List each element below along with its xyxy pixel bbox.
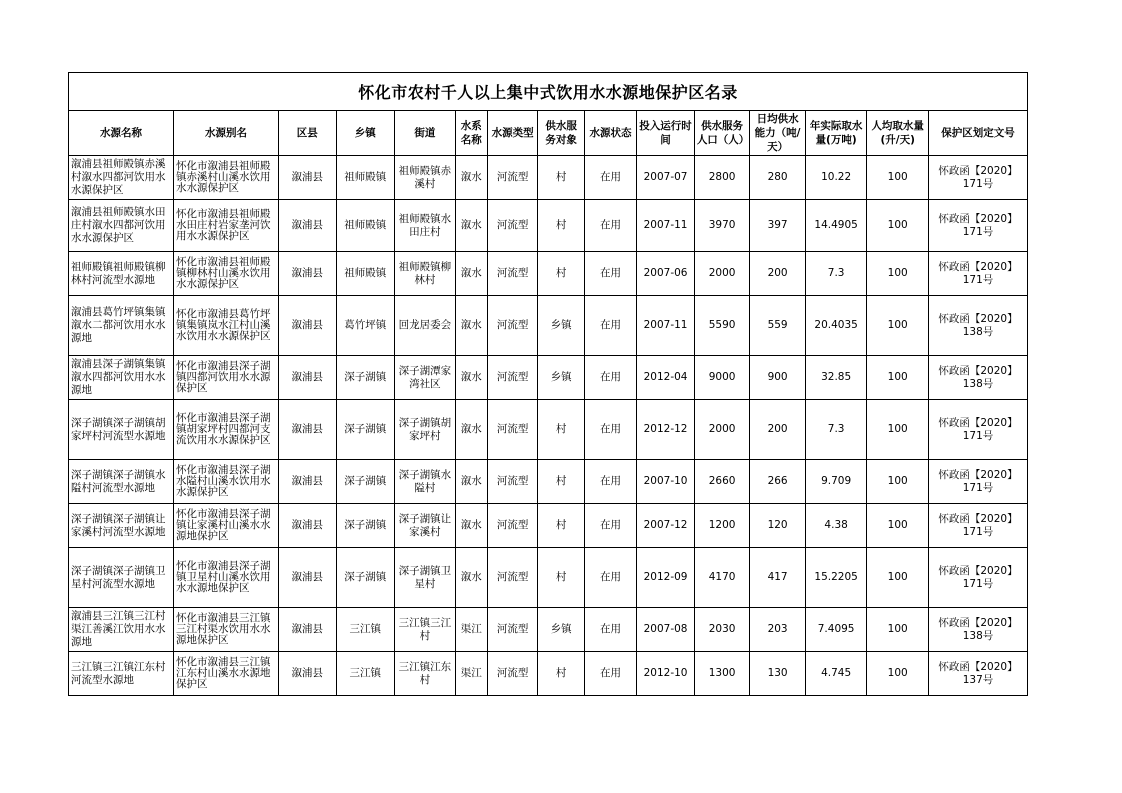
cell-source-type: 河流型 [487, 296, 537, 356]
cell-document-number: 怀政函【2020】171号 [928, 200, 1027, 252]
cell-county: 溆浦县 [278, 356, 336, 400]
cell-service-target: 村 [538, 652, 584, 696]
cell-source-name: 深子湖镇深子湖镇卫星村河流型水源地 [69, 548, 174, 608]
cell-per-capita-intake: 100 [867, 652, 929, 696]
cell-start-date: 2007-07 [637, 156, 695, 200]
cell-per-capita-intake: 100 [867, 608, 929, 652]
cell-document-number: 怀政函【2020】138号 [928, 608, 1027, 652]
document-sheet [68, 72, 1028, 696]
cell-county: 溆浦县 [278, 460, 336, 504]
cell-county: 溆浦县 [278, 504, 336, 548]
cell-service-target: 村 [538, 548, 584, 608]
cell-start-date: 2007-06 [637, 252, 695, 296]
cell-service-target: 乡镇 [538, 608, 584, 652]
cell-township: 深子湖镇 [336, 548, 395, 608]
cell-annual-intake: 7.4095 [805, 608, 867, 652]
cell-street: 回龙居委会 [395, 296, 456, 356]
cell-document-number: 怀政函【2020】138号 [928, 296, 1027, 356]
table-row [69, 400, 1028, 460]
cell-service-population: 2800 [694, 156, 750, 200]
cell-per-capita-intake: 100 [867, 460, 929, 504]
cell-source-name: 溆浦县深子湖镇集镇溆水四都河饮用水水源地 [69, 356, 174, 400]
cell-source-alias: 怀化市溆浦县深子湖水隘村山溪水饮用水水源保护区 [173, 460, 278, 504]
cell-source-alias: 怀化市溆浦县深子湖镇胡家坪村四都河支流饮用水水源保护区 [173, 400, 278, 460]
cell-document-number: 怀政函【2020】137号 [928, 652, 1027, 696]
cell-daily-capacity: 266 [750, 460, 806, 504]
cell-service-population: 2000 [694, 252, 750, 296]
cell-source-type: 河流型 [487, 460, 537, 504]
cell-service-population: 2000 [694, 400, 750, 460]
cell-per-capita-intake: 100 [867, 356, 929, 400]
cell-document-number: 怀政函【2020】171号 [928, 252, 1027, 296]
cell-source-name: 深子湖镇深子湖镇胡家坪村河流型水源地 [69, 400, 174, 460]
cell-county: 溆浦县 [278, 548, 336, 608]
cell-start-date: 2007-11 [637, 296, 695, 356]
cell-township: 三江镇 [336, 608, 395, 652]
cell-township: 葛竹坪镇 [336, 296, 395, 356]
cell-annual-intake: 32.85 [805, 356, 867, 400]
cell-document-number: 怀政函【2020】171号 [928, 460, 1027, 504]
cell-water-system: 溆水 [455, 252, 487, 296]
cell-document-number: 怀政函【2020】171号 [928, 400, 1027, 460]
cell-source-name: 溆浦县三江镇三江村渠江善溪江饮用水水源地 [69, 608, 174, 652]
cell-source-status: 在用 [584, 400, 636, 460]
header-daily-capacity: 日均供水能力（吨/天） [750, 111, 806, 156]
cell-annual-intake: 10.22 [805, 156, 867, 200]
cell-annual-intake: 9.709 [805, 460, 867, 504]
cell-source-alias: 怀化市溆浦县祖师殿水田庄村岩家垄河饮用水水源保护区 [173, 200, 278, 252]
table-row [69, 156, 1028, 200]
cell-street: 祖师殿镇水田庄村 [395, 200, 456, 252]
table-row [69, 504, 1028, 548]
cell-water-system: 渠江 [455, 608, 487, 652]
cell-annual-intake: 4.38 [805, 504, 867, 548]
cell-source-status: 在用 [584, 356, 636, 400]
cell-daily-capacity: 900 [750, 356, 806, 400]
cell-source-status: 在用 [584, 252, 636, 296]
cell-start-date: 2012-04 [637, 356, 695, 400]
cell-county: 溆浦县 [278, 652, 336, 696]
cell-water-system: 溆水 [455, 504, 487, 548]
cell-water-system: 溆水 [455, 356, 487, 400]
cell-source-type: 河流型 [487, 356, 537, 400]
cell-service-population: 4170 [694, 548, 750, 608]
cell-county: 溆浦县 [278, 200, 336, 252]
cell-service-target: 村 [538, 156, 584, 200]
cell-daily-capacity: 397 [750, 200, 806, 252]
cell-start-date: 2012-12 [637, 400, 695, 460]
cell-street: 祖师殿镇柳林村 [395, 252, 456, 296]
cell-per-capita-intake: 100 [867, 400, 929, 460]
cell-service-population: 2660 [694, 460, 750, 504]
header-document-number: 保护区划定文号 [928, 111, 1027, 156]
cell-annual-intake: 20.4035 [805, 296, 867, 356]
table-row [69, 356, 1028, 400]
cell-source-type: 河流型 [487, 504, 537, 548]
cell-service-target: 村 [538, 504, 584, 548]
cell-daily-capacity: 417 [750, 548, 806, 608]
cell-source-type: 河流型 [487, 156, 537, 200]
cell-water-system: 溆水 [455, 156, 487, 200]
cell-county: 溆浦县 [278, 156, 336, 200]
cell-service-population: 9000 [694, 356, 750, 400]
cell-source-status: 在用 [584, 156, 636, 200]
header-water-system: 水系名称 [455, 111, 487, 156]
cell-source-status: 在用 [584, 460, 636, 504]
cell-county: 溆浦县 [278, 252, 336, 296]
table-row [69, 608, 1028, 652]
cell-daily-capacity: 280 [750, 156, 806, 200]
cell-water-system: 溆水 [455, 296, 487, 356]
cell-source-name: 溆浦县葛竹坪镇集镇溆水二都河饮用水水源地 [69, 296, 174, 356]
table-header-row [69, 111, 1028, 156]
cell-daily-capacity: 130 [750, 652, 806, 696]
header-township: 乡镇 [336, 111, 395, 156]
cell-township: 深子湖镇 [336, 504, 395, 548]
cell-township: 深子湖镇 [336, 400, 395, 460]
cell-annual-intake: 15.2205 [805, 548, 867, 608]
table-row [69, 296, 1028, 356]
table-row [69, 252, 1028, 296]
cell-street: 祖师殿镇赤溪村 [395, 156, 456, 200]
cell-township: 祖师殿镇 [336, 156, 395, 200]
cell-service-population: 1200 [694, 504, 750, 548]
header-street: 街道 [395, 111, 456, 156]
table-row [69, 548, 1028, 608]
cell-source-alias: 怀化市溆浦县祖师殿镇柳林村山溪水饮用水水源保护区 [173, 252, 278, 296]
cell-annual-intake: 14.4905 [805, 200, 867, 252]
header-source-type: 水源类型 [487, 111, 537, 156]
cell-daily-capacity: 200 [750, 252, 806, 296]
cell-township: 深子湖镇 [336, 460, 395, 504]
table-row [69, 200, 1028, 252]
cell-start-date: 2007-11 [637, 200, 695, 252]
cell-annual-intake: 7.3 [805, 252, 867, 296]
header-annual-intake: 年实际取水量(万吨) [805, 111, 867, 156]
cell-daily-capacity: 120 [750, 504, 806, 548]
cell-street: 深子湖潭家湾社区 [395, 356, 456, 400]
cell-document-number: 怀政函【2020】171号 [928, 548, 1027, 608]
cell-service-target: 村 [538, 400, 584, 460]
cell-source-type: 河流型 [487, 400, 537, 460]
cell-source-alias: 怀化市溆浦县三江镇三江村渠水饮用水水源地保护区 [173, 608, 278, 652]
cell-document-number: 怀政函【2020】171号 [928, 504, 1027, 548]
cell-daily-capacity: 559 [750, 296, 806, 356]
cell-source-name: 深子湖镇深子湖镇让家溪村河流型水源地 [69, 504, 174, 548]
cell-annual-intake: 7.3 [805, 400, 867, 460]
cell-source-status: 在用 [584, 608, 636, 652]
cell-street: 深子湖镇卫星村 [395, 548, 456, 608]
cell-source-type: 河流型 [487, 252, 537, 296]
cell-township: 祖师殿镇 [336, 200, 395, 252]
cell-source-name: 三江镇三江镇江东村河流型水源地 [69, 652, 174, 696]
cell-source-status: 在用 [584, 504, 636, 548]
cell-per-capita-intake: 100 [867, 156, 929, 200]
header-source-name: 水源名称 [69, 111, 174, 156]
cell-service-target: 乡镇 [538, 296, 584, 356]
cell-street: 三江镇三江村 [395, 608, 456, 652]
cell-street: 深子湖镇让家溪村 [395, 504, 456, 548]
cell-county: 溆浦县 [278, 400, 336, 460]
cell-service-population: 2030 [694, 608, 750, 652]
cell-start-date: 2012-10 [637, 652, 695, 696]
cell-water-system: 溆水 [455, 460, 487, 504]
cell-service-population: 3970 [694, 200, 750, 252]
cell-service-target: 乡镇 [538, 356, 584, 400]
cell-source-status: 在用 [584, 200, 636, 252]
cell-service-target: 村 [538, 200, 584, 252]
cell-source-name: 溆浦县祖师殿镇水田庄村溆水四都河饮用水水源保护区 [69, 200, 174, 252]
cell-start-date: 2007-08 [637, 608, 695, 652]
cell-source-status: 在用 [584, 296, 636, 356]
cell-start-date: 2007-12 [637, 504, 695, 548]
cell-per-capita-intake: 100 [867, 296, 929, 356]
cell-county: 溆浦县 [278, 608, 336, 652]
cell-source-name: 溆浦县祖师殿镇赤溪村溆水四都河饮用水水源保护区 [69, 156, 174, 200]
cell-source-status: 在用 [584, 548, 636, 608]
cell-source-type: 河流型 [487, 548, 537, 608]
cell-street: 三江镇江东村 [395, 652, 456, 696]
table-row [69, 652, 1028, 696]
cell-source-alias: 怀化市溆浦县三江镇江东村山溪水水源地保护区 [173, 652, 278, 696]
cell-source-type: 河流型 [487, 652, 537, 696]
cell-document-number: 怀政函【2020】138号 [928, 356, 1027, 400]
header-source-alias: 水源别名 [173, 111, 278, 156]
cell-source-status: 在用 [584, 652, 636, 696]
document-title: 怀化市农村千人以上集中式饮用水水源地保护区名录 [68, 72, 1028, 110]
cell-daily-capacity: 200 [750, 400, 806, 460]
cell-township: 三江镇 [336, 652, 395, 696]
cell-street: 深子湖镇胡家坪村 [395, 400, 456, 460]
header-start-date: 投入运行时间 [637, 111, 695, 156]
cell-township: 祖师殿镇 [336, 252, 395, 296]
header-per-capita-intake: 人均取水量(升/天) [867, 111, 929, 156]
cell-source-alias: 怀化市溆浦县葛竹坪镇集镇岚水江村山溪水饮用水水源保护区 [173, 296, 278, 356]
cell-source-name: 深子湖镇深子湖镇水隘村河流型水源地 [69, 460, 174, 504]
cell-water-system: 溆水 [455, 548, 487, 608]
header-county: 区县 [278, 111, 336, 156]
cell-document-number: 怀政函【2020】171号 [928, 156, 1027, 200]
cell-water-system: 溆水 [455, 400, 487, 460]
cell-source-type: 河流型 [487, 608, 537, 652]
cell-daily-capacity: 203 [750, 608, 806, 652]
cell-service-population: 5590 [694, 296, 750, 356]
cell-start-date: 2007-10 [637, 460, 695, 504]
cell-water-system: 渠江 [455, 652, 487, 696]
cell-per-capita-intake: 100 [867, 504, 929, 548]
cell-annual-intake: 4.745 [805, 652, 867, 696]
cell-service-target: 村 [538, 460, 584, 504]
cell-start-date: 2012-09 [637, 548, 695, 608]
cell-source-alias: 怀化市溆浦县深子湖镇卫星村山溪水饮用水水源地保护区 [173, 548, 278, 608]
table-row [69, 460, 1028, 504]
cell-water-system: 溆水 [455, 200, 487, 252]
header-service-target: 供水服务对象 [538, 111, 584, 156]
cell-service-target: 村 [538, 252, 584, 296]
water-source-table [68, 110, 1028, 696]
cell-per-capita-intake: 100 [867, 252, 929, 296]
cell-source-type: 河流型 [487, 200, 537, 252]
cell-source-alias: 怀化市溆浦县深子湖镇让家溪村山溪水水源地保护区 [173, 504, 278, 548]
cell-source-alias: 怀化市溆浦县祖师殿镇赤溪村山溪水饮用水水源保护区 [173, 156, 278, 200]
cell-per-capita-intake: 100 [867, 548, 929, 608]
header-service-population: 供水服务人口（人） [694, 111, 750, 156]
header-source-status: 水源状态 [584, 111, 636, 156]
cell-source-name: 祖师殿镇祖师殿镇柳林村河流型水源地 [69, 252, 174, 296]
cell-county: 溆浦县 [278, 296, 336, 356]
cell-source-alias: 怀化市溆浦县深子湖镇四都河饮用水水源保护区 [173, 356, 278, 400]
cell-street: 深子湖镇水隘村 [395, 460, 456, 504]
cell-per-capita-intake: 100 [867, 200, 929, 252]
cell-service-population: 1300 [694, 652, 750, 696]
table-body [69, 156, 1028, 696]
cell-township: 深子湖镇 [336, 356, 395, 400]
